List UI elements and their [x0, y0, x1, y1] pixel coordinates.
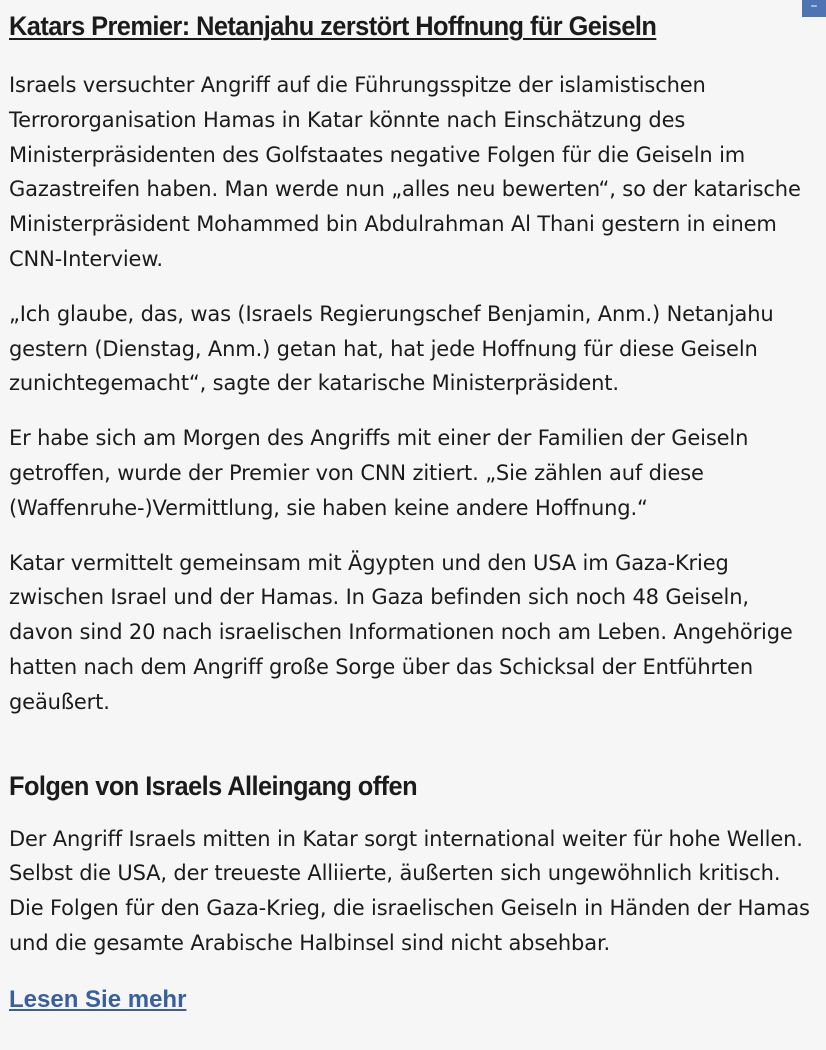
- paragraph-1: Israels versuchter Angriff auf die Führungsspitze der islamistischen Terrororganisation Hamas in Katar könnte nach Einschätzung des Ministerpräsidenten des Golfstaates negative Folgen für die Geiseln im Gazastreifen haben. Man werde nun „alles neu bewerten“, so der katarische Ministerpräsident Mohammed bin Abdulrahman Al Thani gestern in einem CNN-Interview.: [9, 73, 801, 271]
- paragraph-2: „Ich glaube, das, was (Israels Regierungschef Benjamin, Anm.) Netanjahu gestern (Dienstag, Anm.) getan hat, hat jede Hoffnung für diese Geiseln zunichtegemacht“, sagte der katarische Ministerpräsident.: [9, 301, 774, 396]
- section-subheading: Folgen von Israels Alleingang offen: [9, 770, 418, 801]
- read-more-link[interactable]: Lesen Sie mehr: [9, 985, 187, 1013]
- paragraph-3: Er habe sich am Morgen des Angriffs mit einer der Familien der Geiseln getroffen, wurde der Premier von CNN zitiert. „Sie zählen auf diese (Waffenruhe-)Vermittlung, sie haben keine andere Hoffnung.“: [9, 426, 749, 520]
- paragraph-4: Katar vermittelt gemeinsam mit Ägypten und den USA im Gaza-Krieg zwischen Israel und der Hamas. In Gaza befinden sich noch 48 Geiseln, davon sind 20 nach israelischen Informationen noch am Leben. Angehörige hatten nach dem Angriff große Sorge über das Schicksal der Entführten geäußert.: [9, 550, 793, 714]
- article: [9, 0, 817, 1017]
- paragraph-5: Der Angriff Israels mitten in Katar sorgt international weiter für hohe Wellen. Selbst die USA, der treueste Alliierte, äußerten sich ungewöhnlich kritisch. Die Folgen für den Gaza-Krieg, die israelischen Geiseln in Händen der Hamas und die gesamte Arabische Halbinsel sind nicht absehbar.: [9, 826, 810, 955]
- collapse-button[interactable]: –: [802, 0, 826, 17]
- article-headline[interactable]: Katars Premier: Netanjahu zerstört Hoffnung für Geiseln: [9, 11, 657, 41]
